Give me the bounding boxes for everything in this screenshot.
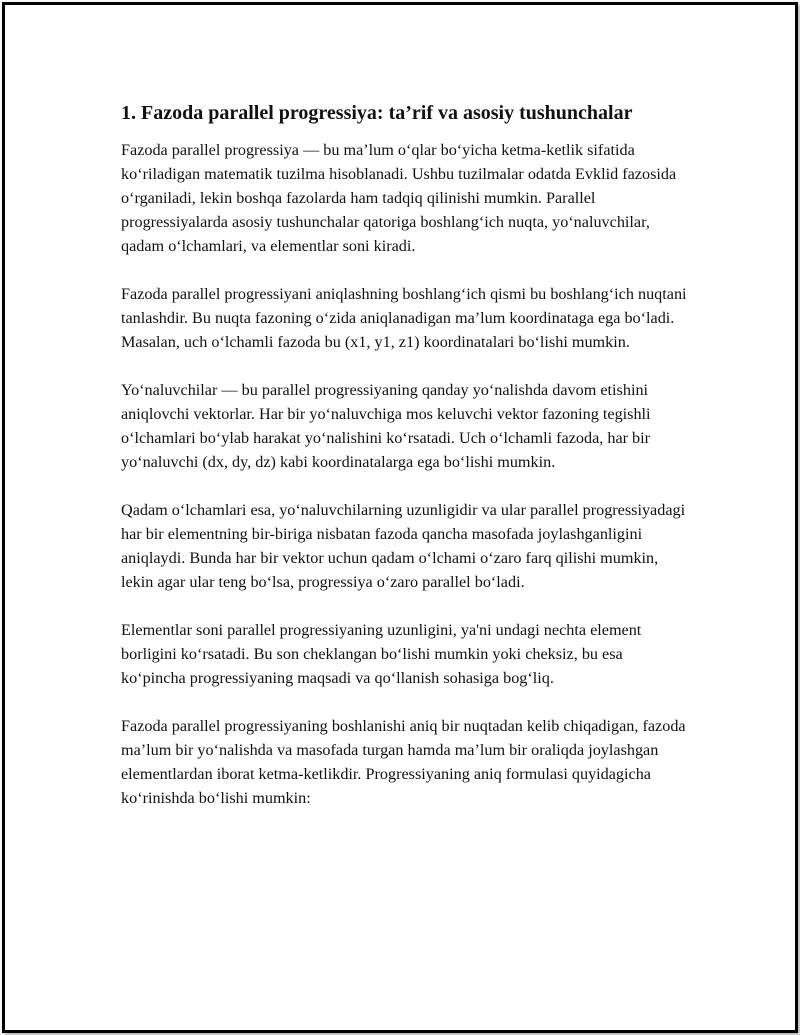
- page-frame: [2, 2, 798, 1033]
- paragraph-3: Yo‘naluvchilar — bu parallel progressiyaning qanday yo‘nalishda davom etishini aniqlovchi vektorlar. Har bir yo‘naluvchiga mos keluvchi vektor fazoning tegishli o‘lchamlari bo‘ylab harakat yo‘nalishini ko‘rsatadi. Uch o‘lchamli fazoda, har bir yo‘naluvchi (dx, dy, dz) kabi koordinatalarga ega bo‘lishi mumkin.: [121, 381, 651, 471]
- paragraph-6: Fazoda parallel progressiyaning boshlanishi aniq bir nuqtadan kelib chiqadigan, fazoda ma’lum bir yo‘nalishda va masofada turgan hamda ma’lum bir oraliqda joylashgan elementlardan iborat ketma-ketlikdir. Progressiyaning aniq formulasi quyidagicha ko‘rinishda bo‘lishi mumkin:: [121, 717, 686, 807]
- section-heading: 1. Fazoda parallel progressiya: ta’rif va asosiy tushunchalar: [121, 102, 633, 124]
- document-body: [121, 100, 691, 834]
- paragraph-4: Qadam o‘lchamlari esa, yo‘naluvchilarning uzunligidir va ular parallel progressiyadagi har bir elementning bir-biriga nisbatan fazoda qancha masofada joylashganligini aniqlaydi. Bunda har bir vektor uchun qadam o‘lchami o‘zaro farq qilishi mumkin, lekin agar ular teng bo‘lsa, progressiya o‘zaro parallel bo‘ladi.: [121, 501, 686, 591]
- paragraph-1: Fazoda parallel progressiya — bu ma’lum o‘qlar bo‘yicha ketma-ketlik sifatida ko‘riladigan matematik tuzilma hisoblanadi. Ushbu tuzilmalar odatda Evklid fazosida o‘rganiladi, lekin boshqa fazolarda ham tadqiq qilinishi mumkin. Parallel progressiyalarda asosiy tushunchalar qatoriga boshlang‘ich nuqta, yo‘naluvchilar, qadam o‘lchamlari, va elementlar soni kiradi.: [121, 141, 677, 255]
- paragraph-5: Elementlar soni parallel progressiyaning uzunligini, ya'ni undagi nechta element borligini ko‘rsatadi. Bu son cheklangan bo‘lishi mumkin yoki cheksiz, bu esa ko‘pincha progressiyaning maqsadi va qo‘llanish sohasiga bog‘liq.: [121, 621, 642, 687]
- paragraph-2: Fazoda parallel progressiyani aniqlashning boshlang‘ich qismi bu boshlang‘ich nuqtani tanlashdir. Bu nuqta fazoning o‘zida aniqlanadigan ma’lum koordinataga ega bo‘ladi. Masalan, uch o‘lchamli fazoda bu (x1, y1, z1) koordinatalari bo‘lishi mumkin.: [121, 285, 687, 351]
